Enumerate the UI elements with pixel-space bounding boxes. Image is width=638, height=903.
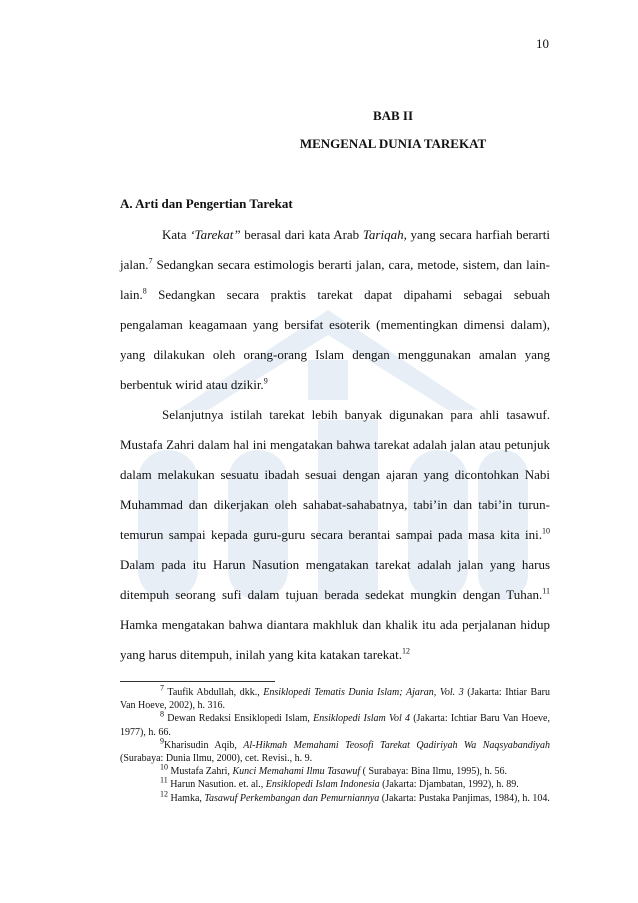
text-run: Dalam pada itu Harun Nasution mengatakan tarekat adalah jalan yang harus ditempuh seorang sufi dalam tujuan berada sedekat mungkin dengan Tuhan. — [120, 557, 550, 602]
paragraph — [120, 220, 550, 400]
footnote-number: 7 — [160, 683, 164, 693]
footnote-ref[interactable]: 7 — [148, 256, 153, 266]
text-run: (Jakarta: Djambatan, 1992), h. 89. — [379, 779, 519, 791]
text-run: Sedangkan secara praktis tarekat dapat dipahami sebagai sebuah pengalaman keagamaan yang bersifat esoterik (mementingkan dimensi dalam), yang dilakukan oleh orang-orang Islam dengan menggunakan amalan yang berbentuk wirid atau dzikir. — [120, 287, 550, 392]
footnotes — [120, 683, 550, 805]
text-run: ( Surabaya: Bina Ilmu, 1995), h. 56. — [360, 766, 508, 778]
footnote-number: 12 — [160, 789, 168, 799]
section-heading: A. Arti dan Pengertian Tarekat — [120, 196, 293, 211]
book-title: Ensiklopedi Islam Indonesia — [265, 779, 380, 791]
text-run: Hamka, — [168, 792, 205, 804]
footnote-number: 9 — [160, 736, 164, 746]
italic-term: ‘Tarekat” — [190, 227, 241, 242]
footnote-number: 10 — [160, 762, 168, 772]
footnote — [120, 762, 550, 778]
book-title: Al-Hikmah Memahami Teosofi Tarekat Qadiriyah Wa Naqsyabandiyah — [243, 739, 550, 751]
footnote-divider — [120, 681, 275, 682]
footnote-ref[interactable]: 9 — [263, 376, 268, 386]
paragraph — [120, 400, 550, 670]
footnote — [120, 712, 550, 738]
footnote — [120, 683, 550, 712]
book-title: Ensiklopedi Islam Vol 4 — [313, 713, 410, 725]
footnote — [120, 736, 550, 765]
footnote-number: 8 — [160, 710, 164, 720]
italic-term: Tariqah — [362, 227, 404, 242]
book-title: Tasawuf Perkembangan dan Pemurniannya — [204, 792, 380, 804]
text-run: , yang secara harfiah berarti jalan. — [120, 227, 550, 272]
footnote-ref[interactable]: 11 — [542, 586, 550, 596]
body-text — [120, 220, 550, 670]
chapter-title: MENGENAL DUNIA TAREKAT — [299, 136, 487, 151]
footnote-number: 11 — [160, 776, 168, 786]
footnote — [120, 789, 550, 805]
text-run: Taufik Abdullah, dkk., — [164, 687, 264, 698]
text-run: Kata — [162, 227, 191, 242]
book-title: Ensiklopedi Tematis Dunia Islam; Ajaran, Vol. 3 — [263, 687, 464, 698]
text-run: Mustafa Zahri, — [168, 766, 233, 778]
text-run: Dewan Redaksi Ensiklopedi Islam, — [164, 713, 314, 725]
text-run: (Jakarta: Ichtiar Baru Van Hoeve, 1977), h. 66. — [120, 713, 550, 738]
text-run: Hamka mengatakan bahwa diantara makhluk dan khalik itu ada perjalanan hidup yang harus ditempuh, inilah yang kita katakan tarekat. — [120, 617, 550, 662]
chapter-number: BAB II — [372, 108, 414, 123]
footnote-ref[interactable]: 12 — [401, 646, 410, 656]
text-run: berasal dari kata Arab — [240, 227, 363, 242]
text-run: (Surabaya: Dunia Ilmu, 2000), cet. Revisi., h. 9. — [120, 753, 313, 765]
text-run: Sedangkan secara estimologis berarti jalan, cara, metode, sistem, dan lain-lain. — [120, 257, 550, 302]
footnote — [120, 778, 550, 791]
text-run: Kharisudin Aqib, — [164, 739, 244, 751]
footnote-ref[interactable]: 10 — [542, 526, 550, 536]
footnote-ref[interactable]: 8 — [142, 286, 147, 296]
text-run: (Jakarta: Pustaka Panjimas, 1984), h. 104. — [379, 792, 550, 804]
text-run: Selanjutnya istilah tarekat lebih banyak digunakan para ahli tasawuf. Mustafa Zahri dalam hal ini mengatakan bahwa tarekat adalah jalan atau petunjuk dalam melakukan sesuatu ibadah sesuai dengan ajaran yang dicontohkan Nabi Muhammad dan dikerjakan oleh sahabat-sahabatnya, tabi’in dan tabi’in turun-temurun sampai kepada guru-guru secara berantai sampai pada masa kita ini. — [120, 407, 550, 542]
book-title: Kunci Memahami Ilmu Tasawuf — [232, 766, 361, 778]
text-run: Harun Nasution. et. al., — [167, 779, 266, 791]
page-number: 10 — [536, 36, 549, 51]
text-run: (Jakarta: Ihtiar Baru Van Hoeve, 2002), h. 316. — [120, 687, 550, 712]
